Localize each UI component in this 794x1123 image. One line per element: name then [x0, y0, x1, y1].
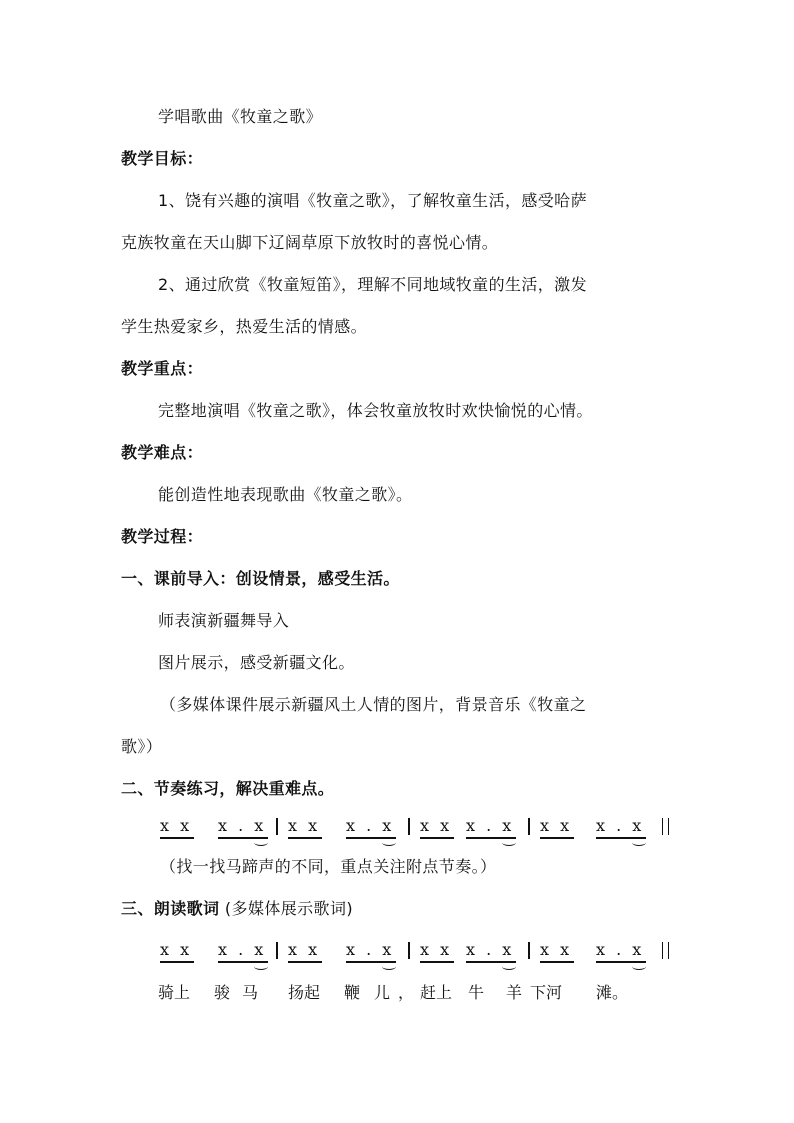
tie-mark	[502, 839, 516, 846]
objective-1-line-2: 克族牧童在天山脚下辽阔草原下放牧时的喜悦心情。	[121, 233, 499, 252]
beam-line	[540, 961, 574, 963]
bar-line	[528, 818, 530, 835]
bar-line	[276, 942, 278, 959]
lyric-word: ，	[398, 983, 415, 1002]
key-points-text: 完整地演唱《牧童之歌》，体会牧童放牧时欢快愉悦的心情。	[158, 401, 593, 420]
objectives-heading: 教学目标：	[121, 149, 204, 168]
beam-line	[288, 961, 322, 963]
tie-mark	[254, 963, 268, 970]
key-points-heading: 教学重点：	[121, 359, 204, 378]
lyric-word: 马	[242, 983, 259, 1002]
rhythm-xx: x x	[540, 816, 573, 835]
lyric-word: 骑上	[158, 983, 191, 1002]
step-1-item-b: 图片展示，感受新疆文化。	[158, 653, 355, 672]
rhythm-dotted: x . x	[466, 816, 515, 835]
lyric-word: 赶上	[420, 983, 453, 1002]
step-2-note: （找一找马蹄声的不同，重点关注附点节奏。）	[160, 857, 497, 876]
rhythm-xx: x x	[420, 940, 453, 959]
bar-line	[276, 818, 278, 835]
step-1-note-line-1: （多媒体课件展示新疆风土人情的图片，背景音乐《牧童之	[160, 695, 587, 714]
tie-mark	[254, 839, 268, 846]
rhythm-xx: x x	[288, 940, 321, 959]
tie-mark	[382, 963, 396, 970]
step-1-heading: 一、课前导入：创设情景，感受生活。	[121, 569, 400, 588]
tie-mark	[382, 839, 396, 846]
bar-line	[408, 942, 410, 959]
bar-line	[408, 818, 410, 835]
lyric-word: 下河	[530, 983, 563, 1002]
rhythm-xx: x x	[420, 816, 453, 835]
lyric-word: 牛	[468, 983, 485, 1002]
rhythm-dotted: x . x	[596, 940, 645, 959]
step-3-heading	[121, 898, 353, 920]
beam-line	[540, 837, 574, 839]
beam-line	[160, 837, 194, 839]
lyric-word: 儿	[374, 983, 391, 1002]
step-2-heading: 二、节奏练习，解决重难点。	[121, 779, 335, 798]
final-bar-line	[662, 818, 669, 835]
beam-line	[160, 961, 194, 963]
rhythm-dotted: x . x	[596, 816, 645, 835]
tie-mark	[502, 963, 516, 970]
lyric-word: 扬起	[288, 983, 321, 1002]
lyric-word: 滩。	[596, 983, 629, 1002]
difficulty-heading: 教学难点：	[121, 443, 204, 462]
rhythm-xx: x x	[160, 940, 193, 959]
beam-line	[420, 961, 454, 963]
rhythm-dotted: x . x	[346, 940, 395, 959]
rhythm-xx: x x	[540, 940, 573, 959]
lyric-word: 骏	[214, 983, 231, 1002]
rhythm-xx: x x	[288, 816, 321, 835]
rhythm-dotted: x . x	[466, 940, 515, 959]
beam-line	[288, 837, 322, 839]
objective-2-line-2: 学生热爱家乡，热爱生活的情感。	[121, 317, 368, 336]
lyric-word: 鞭	[344, 983, 361, 1002]
tie-mark	[632, 963, 646, 970]
objective-1-line-1: 1、饶有兴趣的演唱《牧童之歌》，了解牧童生活，感受哈萨	[158, 191, 587, 210]
rhythm-dotted: x . x	[346, 816, 395, 835]
step-3-heading-note: (多媒体展示歌词)	[224, 899, 353, 918]
lyric-word: 羊	[506, 983, 523, 1002]
difficulty-text: 能创造性地表现歌曲《牧童之歌》。	[158, 485, 413, 504]
objective-2-line-1: 2、通过欣赏《牧童短笛》，理解不同地域牧童的生活，激发	[158, 275, 587, 294]
step-1-note-line-2: 歌》）	[121, 737, 163, 756]
bar-line	[528, 942, 530, 959]
rhythm-xx: x x	[160, 816, 193, 835]
step-1-item-a: 师表演新疆舞导入	[158, 611, 290, 630]
rhythm-dotted: x . x	[218, 940, 267, 959]
tie-mark	[632, 839, 646, 846]
step-3-heading-main: 三、朗读歌词	[121, 899, 220, 918]
title: 学唱歌曲《牧童之歌》	[158, 107, 323, 126]
process-heading: 教学过程：	[121, 527, 204, 546]
beam-line	[420, 837, 454, 839]
final-bar-line	[662, 942, 669, 959]
rhythm-dotted: x . x	[218, 816, 267, 835]
